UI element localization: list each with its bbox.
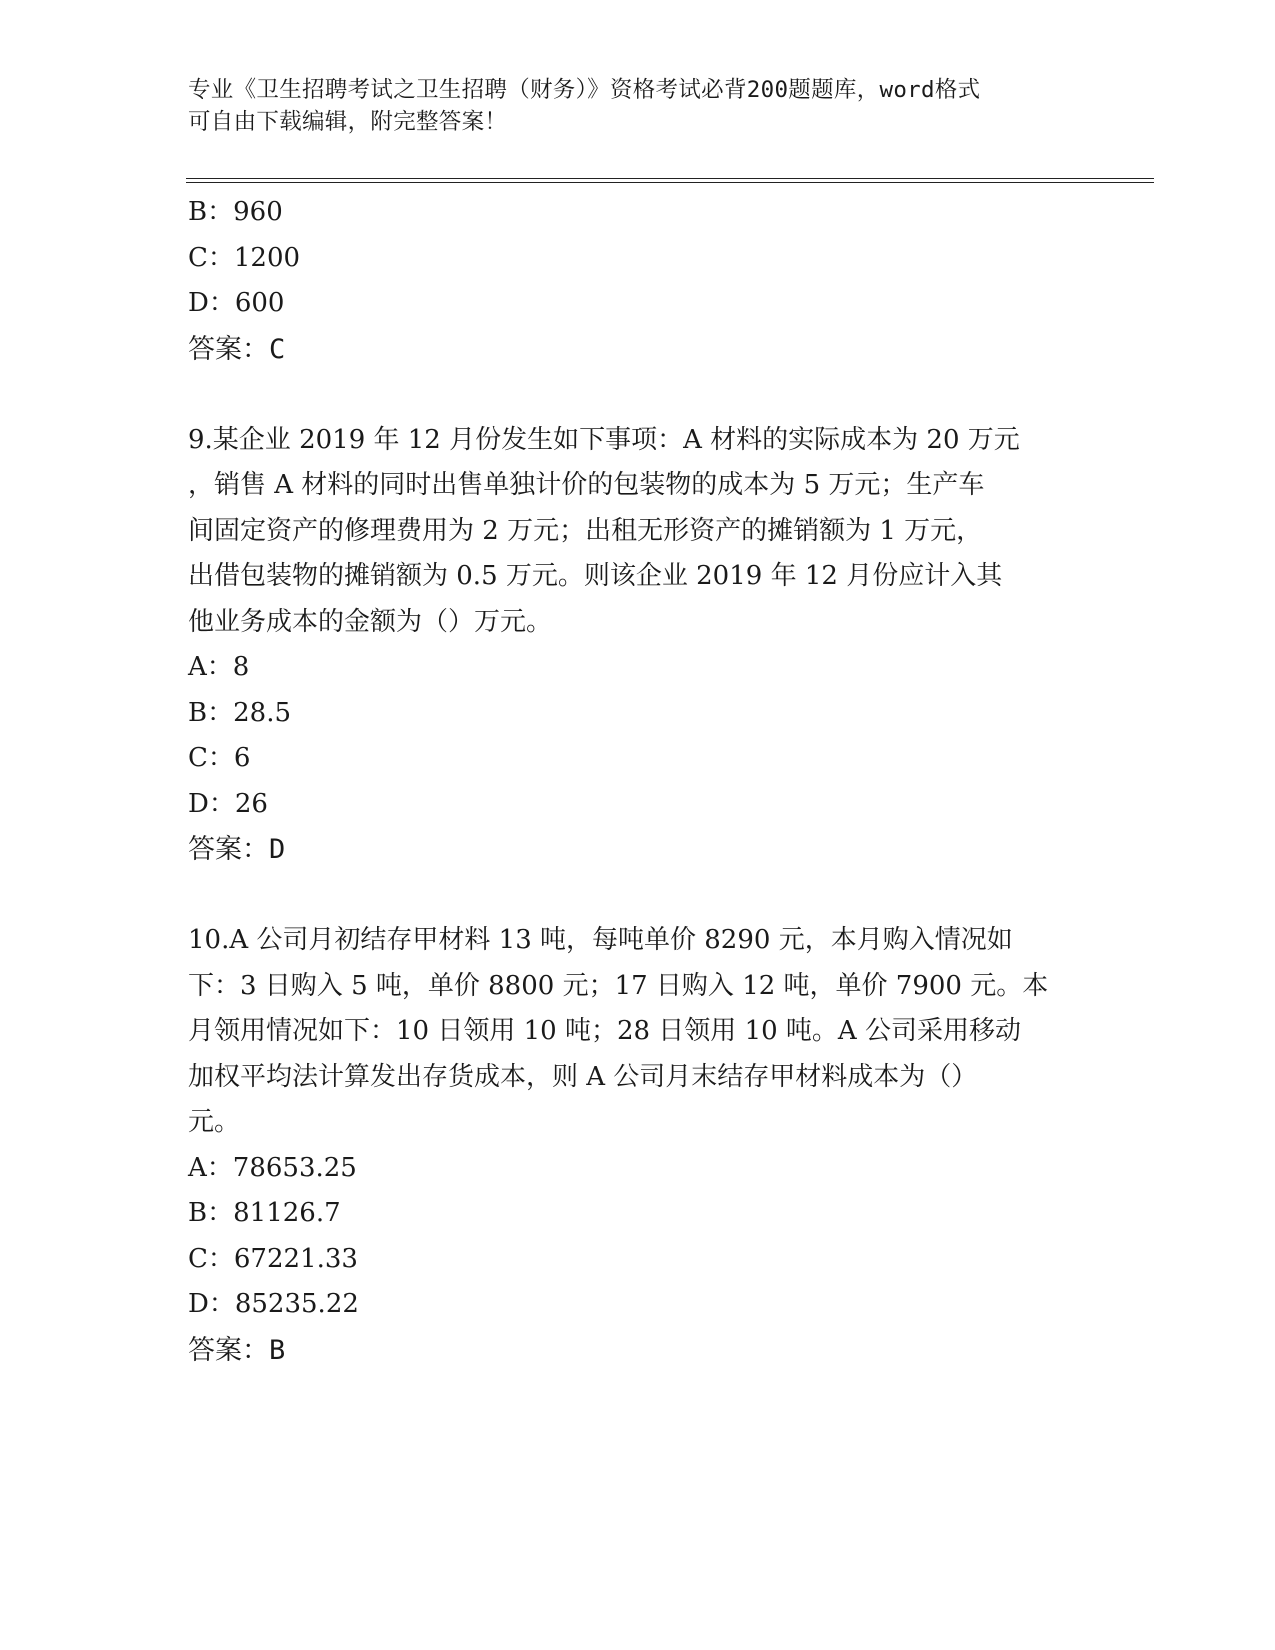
question-content [188,190,1088,1373]
option-b: B：28.5 [188,697,291,728]
question-block [188,418,1088,873]
option-b: B：960 [188,197,283,227]
answer-line: 答案：C [188,333,286,365]
question-text-line: 10.A 公司月初结存甲材料 13 吨，每吨单价 8290 元，本月购入情况如 [188,925,1013,955]
header-line-1: 专业《卫生招聘考试之卫生招聘（财务）》资格考试必背200题题库，word格式 [188,77,981,103]
question-text-line: 下：3 日购入 5 吨，单价 8800 元；17 日购入 12 吨，单价 7900 元。本 [188,970,1049,1001]
question-text-line: 月领用情况如下：10 日领用 10 吨；28 日领用 10 吨。A 公司采用移动 [188,1016,1021,1046]
header-divider [186,178,1154,183]
header-line-2: 可自由下载编辑，附完整答案！ [188,109,508,135]
option-c: C：6 [188,743,251,773]
option-c: C：1200 [188,242,301,273]
question-text-line: 出借包装物的摊销额为 0.5 万元。则该企业 2019 年 12 月份应计入其 [188,561,1003,591]
option-d: D：85235.22 [188,1289,359,1319]
spacer [188,873,1088,919]
question-block [188,918,1088,1373]
question-text-line: 他业务成本的金额为（）万元。 [188,606,553,637]
answer-line: 答案：B [188,1334,286,1366]
answer-line: 答案：D [188,834,286,865]
option-c: C：67221.33 [188,1243,358,1274]
question-text-line: 9.某企业 2019 年 12 月份发生如下事项：A 材料的实际成本为 20 万元 [188,424,1020,455]
question-text-line: 元。 [188,1107,241,1137]
option-a: A：78653.25 [188,1152,357,1183]
spacer [188,372,1088,418]
page-header [188,74,1088,138]
option-b: B：81126.7 [188,1198,341,1228]
question-text-line: ，销售 A 材料的同时出售单独计价的包装物的成本为 5 万元；生产车 [188,470,985,500]
question-block [188,190,1088,372]
question-text-line: 间固定资产的修理费用为 2 万元；出租无形资产的摊销额为 1 万元， [188,515,983,546]
option-d: D：600 [188,288,285,318]
question-text-line: 加权平均法计算发出存货成本，则 A 公司月末结存甲材料成本为（） [188,1061,978,1092]
option-d: D：26 [188,788,268,819]
option-a: A：8 [188,652,250,682]
